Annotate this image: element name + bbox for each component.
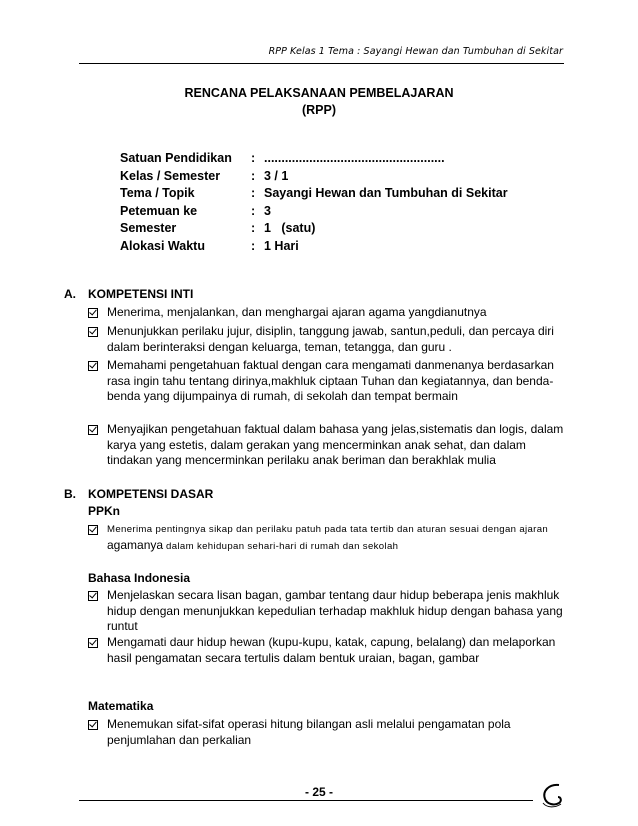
ppkn-text-emphasis: agamanya — [107, 537, 164, 552]
title-line-2: (RPP) — [301, 103, 337, 117]
info-value: 3 — [264, 203, 271, 218]
section-letter: B. — [64, 487, 76, 501]
list-item-text: Menerima, menjalankan, dan menghargai ajaran agama yangdianutnya — [107, 305, 487, 319]
checkbox-check-icon — [88, 591, 98, 601]
list-item-text: Mengamati daur hidup hewan (kupu-kupu, katak, capung, belalang) dan melaporkan hasil pengamatan secara tertulis dalam bentuk uraian, bagan, gambar — [107, 635, 556, 665]
info-value: 1 Hari — [264, 238, 299, 253]
list-item-text: Menunjukkan perilaku jujur, disiplin, tanggung jawab, santun,peduli, dan percaya diri dalam berinteraksi dengan keluarga, teman, tetangga, dan guru . — [107, 324, 554, 354]
checkbox-check-icon — [88, 425, 98, 435]
list-item — [88, 422, 568, 469]
list-item-text — [107, 522, 568, 554]
info-label: Alokasi Waktu — [120, 238, 205, 253]
checkbox-check-icon — [88, 525, 98, 535]
page-number: - 25 - — [304, 785, 333, 799]
checkbox-check-icon — [88, 720, 98, 730]
list-item — [88, 324, 568, 355]
title-line-1: RENCANA PELAKSANAAN PEMBELAJARAN — [184, 86, 454, 100]
list-item — [88, 522, 568, 554]
info-row — [120, 203, 508, 221]
info-label: Kelas / Semester — [120, 168, 221, 183]
section-letter: A. — [64, 287, 76, 301]
list-item-text: Memahami pengetahuan faktual dengan cara mengamati danmenanya berdasarkan rasa ingin tahu tentang dirinya,makhluk ciptaan Tuhan dan kegiatannya, dan benda-benda yang dijumpainya di rumah, di sekolah dan tempat bermain — [107, 358, 554, 404]
info-label: Satuan Pendidikan — [120, 151, 232, 165]
checkbox-check-icon — [88, 308, 98, 318]
info-row — [120, 150, 508, 168]
list-item-text: Menjelaskan secara lisan bagan, gambar tentang daur hidup beberapa jenis makhluk hidup dengan menunjukkan kepedulian terhadap makhluk hidup dengan bahasa yang runtut — [107, 588, 563, 634]
subject-heading-bahasa: Bahasa Indonesia — [88, 571, 191, 585]
header-divider — [79, 63, 564, 64]
info-label: Tema / Topik — [120, 186, 195, 201]
checkbox-check-icon — [88, 327, 98, 337]
list-item — [88, 717, 568, 748]
swirl-ornament-icon — [537, 781, 567, 809]
list-item — [88, 305, 568, 321]
info-colon: : — [251, 221, 256, 236]
info-colon: : — [251, 238, 256, 253]
section-title: KOMPETENSI DASAR — [88, 487, 214, 501]
info-label: Semester — [120, 221, 177, 236]
info-row — [120, 168, 508, 186]
section-title: KOMPETENSI INTI — [88, 287, 194, 301]
list-item — [88, 635, 568, 666]
list-item-text: Menemukan sifat-sifat operasi hitung bilangan asli melalui pengamatan pola penjumlahan dan perkalian — [107, 717, 511, 747]
info-table — [120, 150, 508, 256]
list-item — [88, 358, 568, 405]
info-colon: : — [251, 151, 256, 165]
info-colon: : — [251, 186, 256, 201]
section-b-heading — [64, 487, 213, 501]
footer-divider — [79, 800, 533, 801]
info-value: 3 / 1 — [264, 168, 289, 183]
section-a-heading — [64, 287, 193, 301]
info-row — [120, 238, 508, 256]
ppkn-text-part-2: dalam kehidupan sehari-hari di rumah dan sekolah — [163, 540, 399, 552]
checkbox-check-icon — [88, 361, 98, 371]
list-item-text: Menyajikan pengetahuan faktual dalam bahasa yang jelas,sistematis dan logis, dalam karya yang estetis, dalam gerakan yang mencerminkan anak sehat, dan dalam tindakan yang mencerminkan perilaku anak beriman dan berakhlak mulia — [107, 422, 564, 468]
info-value: .................................................... — [264, 151, 445, 165]
info-row — [120, 185, 508, 203]
subject-heading-ppkn: PPKn — [88, 504, 121, 518]
ppkn-text-part-1: Menerima pentingnya sikap dan perilaku patuh pada tata tertib dan aturan sesuai dengan ajaran — [107, 524, 549, 535]
subject-heading-matematika: Matematika — [88, 699, 154, 713]
info-colon: : — [251, 203, 256, 218]
info-value: 1 (satu) — [264, 221, 316, 236]
info-row — [120, 220, 508, 238]
checkbox-check-icon — [88, 638, 98, 648]
info-value: Sayangi Hewan dan Tumbuhan di Sekitar — [264, 186, 508, 201]
info-colon: : — [251, 168, 256, 183]
running-header: RPP Kelas 1 Tema : Sayangi Hewan dan Tumbuhan di Sekitar — [268, 46, 563, 57]
list-item — [88, 588, 568, 635]
document-title — [0, 85, 638, 119]
info-label: Petemuan ke — [120, 203, 198, 218]
